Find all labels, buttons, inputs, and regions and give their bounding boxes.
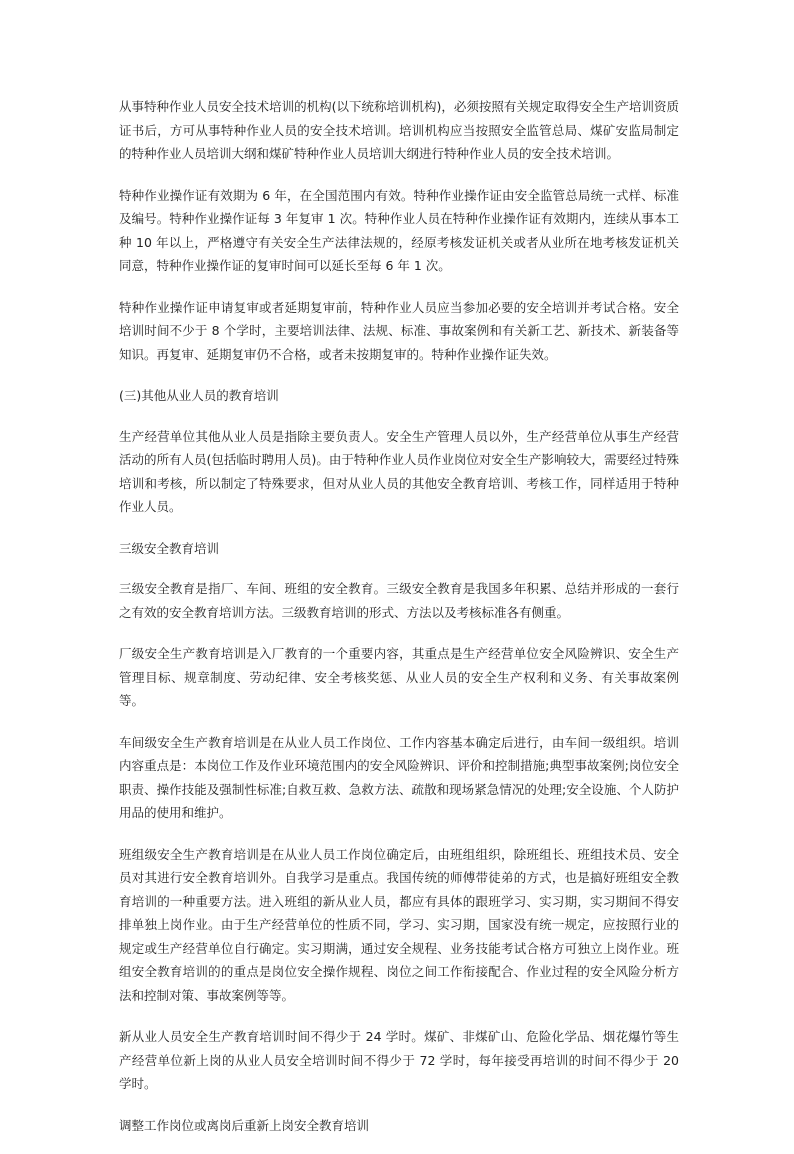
- paragraph-training-institution: 从事特种作业人员安全技术培训的机构(以下统称培训机构)，必须按照有关规定取得安全生产培训资质证书后，方可从事特种作业人员的安全技术培训。培训机构应当按照安全监管总局、煤矿安监局制定的特种作业人员培训大纲和煤矿特种作业人员培训大纲进行特种作业人员的安全技术培训。: [119, 99, 679, 161]
- paragraph-three-level-definition: 三级安全教育是指厂、车间、班组的安全教育。三级安全教育是我国多年积累、总结并形成的一套行之有效的安全教育培训方法。三级教育培训的形式、方法以及考核标准各有侧重。: [119, 581, 679, 620]
- heading-three-level-training: 三级安全教育培训: [119, 540, 220, 556]
- paragraph-other-staff-definition: 生产经营单位其他从业人员是指除主要负责人。安全生产管理人员以外，生产经营单位从事生产经营活动的所有人员(包括临时聘用人员)。由于特种作业人员作业岗位对安全生产影响较大，需要经过特殊培训和考核，所以制定了特殊要求，但对从业人员的其他安全教育培训、考核工作，同样适用于特种作业人员。: [119, 428, 679, 514]
- paragraph-factory-level: 厂级安全生产教育培训是入厂教育的一个重要内容，其重点是生产经营单位安全风险辨识、安全生产管理目标、规章制度、劳动纪律、安全考核奖惩、从业人员的安全生产权利和义务、有关事故案例等。: [119, 646, 679, 708]
- heading-other-staff-training: (三)其他从业人员的教育培训: [119, 388, 279, 403]
- document-body: [119, 95, 679, 1154]
- paragraph-certificate-validity: 特种作业操作证有效期为 6 年，在全国范围内有效。特种作业操作证由安全监管总局统一式样、标准及编号。特种作业操作证每 3 年复审 1 次。特种作业人员在特种作业操作证有效期内，连续从事本工种 10 年以上，严格遵守有关安全生产法律法规的，经原考核发证机关或者从业所在地考核发证机关同意，特种作业操作证的复审时间可以延长至每 6 年 1 次。: [119, 187, 679, 273]
- paragraph-review-training: 特种作业操作证申请复审或者延期复审前，特种作业人员应当参加必要的安全培训并考试合格。安全培训时间不少于 8 个学时，主要培训法律、法规、标准、事故案例和有关新工艺、新技术、新装备等知识。再复审、延期复审仍不合格，或者未按期复审的。特种作业操作证失效。: [119, 299, 679, 362]
- paragraph-team-level: 班组级安全生产教育培训是在从业人员工作岗位确定后，由班组组织，除班组长、班组技术员、安全员对其进行安全教育培训外。自我学习是重点。我国传统的师傅带徒弟的方式，也是搞好班组安全教育培训的一种重要方法。进入班组的新从业人员，都应有具体的跟班学习、实习期，实习期间不得安排单独上岗作业。由于生产经营单位的性质不同，学习、实习期，国家没有统一规定，应按照行业的规定或生产经营单位自行确定。实习期满，通过安全规程、业务技能考试合格方可独立上岗作业。班组安全教育培训的的重点是岗位安全操作规程、岗位之间工作衔接配合、作业过程的安全风险分析方法和控制对策、事故案例等等。: [119, 846, 679, 1003]
- paragraph-training-hours: 新从业人员安全生产教育培训时间不得少于 24 学时。煤矿、非煤矿山、危险化学品、烟花爆竹等生产经营单位新上岗的从业人员安全培训时间不得少于 72 学时，每年接受再培训的时间不得少于 20 学时。: [119, 1029, 679, 1091]
- paragraph-workshop-level: 车间级安全生产教育培训是在从业人员工作岗位、工作内容基本确定后进行，由车间一级组织。培训内容重点是：本岗位工作及作业环境范围内的安全风险辨识、评价和控制措施;典型事故案例;岗位安全职责、操作技能及强制性标准;自救互救、急救方法、疏散和现场紧急情况的处理;安全设施、个人防护用品的使用和维护。: [119, 734, 679, 820]
- heading-job-change-training: 调整工作岗位或离岗后重新上岗安全教育培训: [119, 1117, 370, 1133]
